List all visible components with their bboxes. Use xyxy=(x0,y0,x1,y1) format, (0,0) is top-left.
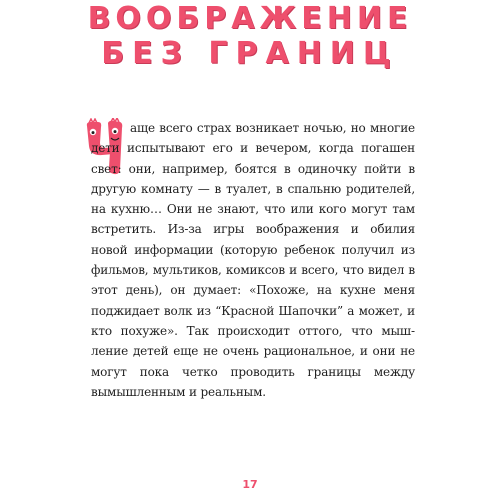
chapter-title-line-1: ВООБРАЖЕНИЕ xyxy=(87,1,413,36)
page-number: 17 xyxy=(242,478,258,491)
chapter-title-line-2: БЕЗ ГРАНИЦ xyxy=(101,36,399,71)
body-paragraph: аще всего страх возникает ночью, но многие дети испытывают его и вечером, когда погашен свет: они, например, боятся в одиночку пойти в другую комнату — в туалет, в спальню родителей, на кухню… Они не знают, что или кого могут там встретить. Из-за игры воображения и обилия новой информации (которую ребенок получил из фильмов, мультиков, комиксов и всего, что видел в этот день), он думает: «Похоже, на кухне меня поджидает волк из “Красной Шапочки” а может, и кто похуже». Так происходит оттого, что мышление детей еще не очень рациональное, и они не могут пока четко проводить границы между вымышленным и реальным. xyxy=(91,121,415,399)
